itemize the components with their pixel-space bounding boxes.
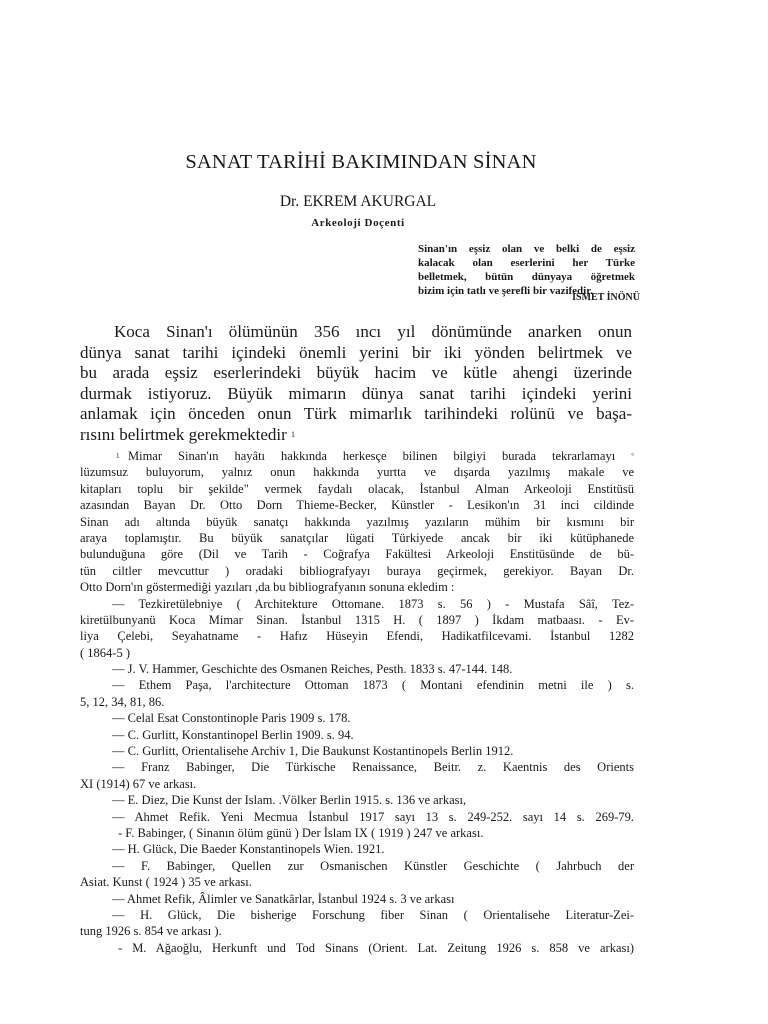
intro-line-last xyxy=(80,425,632,446)
footnote-mark: 1 xyxy=(116,452,120,460)
intro-line-text: rısını belirtmek gerekmektedir xyxy=(80,424,287,444)
bibliography-entry-line: — E. Diez, Die Kunst der Islam. .Völker Berlin 1915. s. 136 ve arkası, xyxy=(112,793,467,808)
bibliography-entry-line: - F. Babinger, ( Sinanın ölüm günü ) Der İslam IX ( 1919 ) 247 ve arkası. xyxy=(118,825,484,840)
bibliography-entry-line: tung 1926 s. 854 ve arkası ). xyxy=(80,924,222,939)
footnote-line: Mimar Sinan'ın hayâtı hakkında herkesçe bilinen bilgiyi burada tekrarlamayı xyxy=(128,449,616,463)
footnote-line: tün ciltler mevcuttur ) oradaki bibliografyayı buraya geçirmek, gerekiyor. Bayan Dr. xyxy=(80,563,634,578)
intro-line: dünya sanat tarihi içindeki önemli yerini bir iki yönden belirtmek ve xyxy=(80,342,632,362)
epigraph-line: Sinan'ın eşsiz olan ve belki de eşsiz xyxy=(418,243,635,255)
bibliography-entry-line: liya Çelebi, Seyahatname - Hafız Hüseyin Efendi, Hadikatfilcevami. İstanbul 1282 xyxy=(80,629,634,644)
article-title: SANAT TARİHİ BAKIMINDAN SİNAN xyxy=(185,151,537,173)
intro-paragraph xyxy=(80,322,632,445)
footnote-reference: 1 xyxy=(291,429,296,439)
intro-line: durmak istiyoruz. Büyük mimarın dünya sanat tarihi içindeki yerini xyxy=(80,383,632,403)
bibliography-entry-line: — Franz Babinger, Die Türkische Renaissance, Beitr. z. Kaentnis des Orients xyxy=(112,760,634,775)
bibliography-entry-line: — C. Gurlitt, Orientalisehe Archiv 1, Die Baukunst Kostantinopels Berlin 1912. xyxy=(112,744,514,759)
epigraph-line: belletmek, bütün dünyaya öğretmek xyxy=(418,271,635,283)
bibliography-entry-line: — Ahmet Refik, Âlimler ve Sanatkârlar, İstanbul 1924 s. 3 ve arkası xyxy=(112,891,455,906)
bibliography-entry-line: kiretülbunyanü Koca Mimar Sinan. İstanbul 1315 H. ( 1897 ) İkdam matbaası. - Ev- xyxy=(80,612,634,627)
bibliography-entry-line: — Celal Esat Constontinople Paris 1909 s. 178. xyxy=(112,711,351,726)
bibliography-entry-line: — F. Babinger, Quellen zur Osmanischen Künstler Geschichte ( Jahrbuch der xyxy=(112,858,634,873)
footnote-line: bulunduğuna göre (Dil ve Tarih - Coğrafya Fakültesi Arkeoloji Enstitüsünde de bü- xyxy=(80,547,634,562)
footnote-line: kitapları toplu bir şekilde" vermek faydalı olacak, İstanbul Alman Arkeoloji Enstitüsü xyxy=(80,481,634,496)
footnote-line: Otto Dorn'ın göstermediği yazıları ,da bu bibliografyanın sonuna ekledim : xyxy=(80,580,455,595)
footnote-line: lüzumsuz buluyorum, yalnız onun hakkında yurtta ve dışarda yazılmış makale ve xyxy=(80,465,634,480)
bibliography-entry-line: 5, 12, 34, 81, 86. xyxy=(80,694,165,709)
footnote-end-mark: ° xyxy=(631,452,635,460)
footnote xyxy=(80,448,634,956)
bibliography-entry-line: ( 1864-5 ) xyxy=(80,645,130,660)
author-rank: Arkeoloji Doçenti xyxy=(311,217,405,229)
intro-line: anlamak için önceden onun Türk mimarlık tarihindeki rolünü ve başa- xyxy=(80,404,632,423)
author-name: Dr. EKREM AKURGAL xyxy=(279,193,437,210)
intro-line: Koca Sinan'ı ölümünün 356 ıncı yıl dönümünde anarken onun xyxy=(114,322,632,341)
bibliography-entry-line: — H. Glück, Die Baeder Konstantinopels Wien. 1921. xyxy=(112,842,385,857)
epigraph-line: kalacak olan eserlerini her Türke xyxy=(418,257,635,269)
bibliography-entry-line: - M. Ağaoğlu, Herkunft und Tod Sinans (Orient. Lat. Zeitung 1926 s. 858 ve arkası) xyxy=(118,940,634,955)
epigraph-author: İSMET İNÖNÜ xyxy=(572,292,640,303)
footnote-line: araya toplamıştır. Bu büyük sanatçılar lügati Türkiyede ancak bir iki kütüphanede xyxy=(80,530,634,545)
bibliography-entry-line: Asiat. Kunst ( 1924 ) 35 ve arkası. xyxy=(80,875,252,890)
bibliography-entry-line: XI (1914) 67 ve arkası. xyxy=(80,776,197,791)
bibliography-entry-line: — H. Glück, Die bisherige Forschung fiber Sinan ( Orientalisehe Literatur-Zei- xyxy=(112,907,634,922)
intro-line: bu arada eşsiz eserlerindeki büyük hacim ve kütle ahengi üzerinde xyxy=(80,363,632,382)
bibliography-entry-line: — Tezkiretülebniye ( Architekture Ottomane. 1873 s. 56 ) - Mustafa Sâî, Tez- xyxy=(112,596,634,611)
bibliography-entry-line: — Ahmet Refik. Yeni Mecmua İstanbul 1917 sayı 13 s. 249-252. sayı 14 s. 269-79. xyxy=(112,809,634,824)
bibliography-entry-line: — C. Gurlitt, Konstantinopel Berlin 1909. s. 94. xyxy=(112,727,354,742)
footnote-line: azasından Bayan Dr. Otto Dorn Thieme-Becker, Künstler - Lesikon'ın 31 inci cildinde xyxy=(80,498,634,513)
epigraph-line: bizim için tatlı ve şerefli bir vazifedir. xyxy=(418,285,593,297)
bibliography-entry-line: — J. V. Hammer, Geschichte des Osmanen Reiches, Pesth. 1833 s. 47-144. 148. xyxy=(112,662,513,677)
footnote-line: Sinan adı altında büyük sanatçı hakkında yazılmış yazıların mühim bir kısmını bir xyxy=(80,514,634,529)
bibliography-entry-line: — Ethem Paşa, l'architecture Ottoman 1873 ( Montani efendinin metni ile ) s. xyxy=(112,678,634,693)
epigraph xyxy=(418,242,635,298)
footnote-first-line xyxy=(80,448,634,464)
